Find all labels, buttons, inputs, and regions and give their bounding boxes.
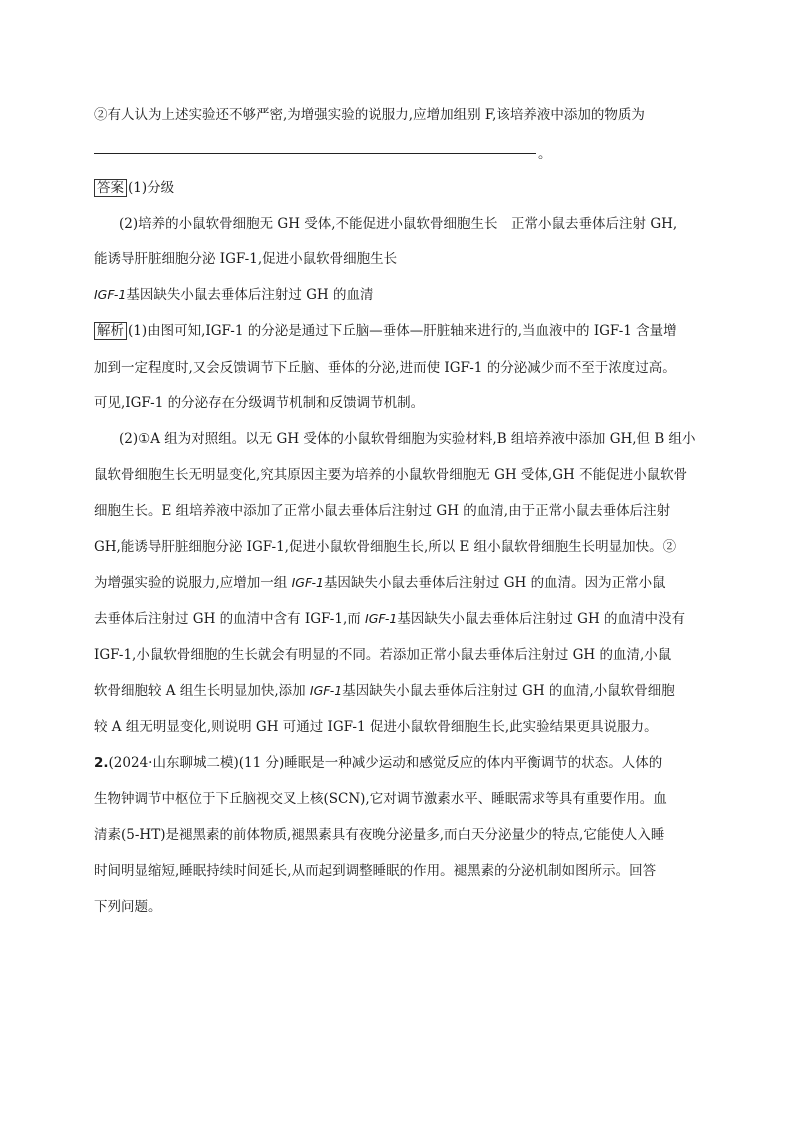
question-2-line-5: 下列问题。 — [94, 899, 162, 915]
answer-part-1: (1)分级 — [128, 180, 175, 196]
answer-part-3: 基因缺失小鼠去垂体后注射过 GH 的血清 — [126, 287, 374, 303]
question-2-line-3: 清素(5-HT)是褪黑素的前体物质,褪黑素具有夜晚分泌量多,而白天分泌量少的特点,它能使人入睡 — [94, 827, 665, 843]
question-2-line-2: 生物钟调节中枢位于下丘脑视交叉上核(SCN),它对调节激素水平、睡眠需求等具有重要作用。血 — [94, 791, 667, 807]
analysis-line-12: 较 A 组无明显变化,则说明 GH 可通过 IGF-1 促进小鼠软骨细胞生长,此实验结果更具说服力。 — [94, 719, 658, 735]
question-text: (2024·山东聊城二模)(11 分)睡眠是一种减少运动和感觉反应的体内平衡调节的状态。人体的 — [108, 755, 663, 771]
analysis-line-2: 加到一定程度时,又会反馈调节下丘脑、垂体的分泌,进而使 IGF-1 的分泌减少而不至于浓度过高。 — [94, 360, 676, 376]
answer-label: 答案 — [94, 179, 127, 197]
question-number: 2. — [94, 755, 109, 771]
analysis-line-3: 可见,IGF-1 的分泌存在分级调节机制和反馈调节机制。 — [94, 395, 425, 411]
gene-name: IGF-1 — [365, 611, 398, 626]
gene-name: IGF-1 — [309, 683, 343, 698]
analysis-line-6: 细胞生长。E 组培养液中添加了正常小鼠去垂体后注射过 GH 的血清,由于正常小鼠去垂体后注射 — [94, 503, 671, 519]
prompt-line: ②有人认为上述实验还不够严密,为增强实验的说服力,应增加组别 F,该培养液中添加的物质为 — [94, 107, 645, 123]
analysis-line-10: IGF-1,小鼠软骨细胞的生长就会有明显的不同。若添加正常小鼠去垂体后注射过 GH 的血清,小鼠 — [94, 647, 672, 663]
analysis-text: (1)由图可知,IGF-1 的分泌是通过下丘脑—垂体—肝脏轴来进行的,当血液中的 IGF-1 含量增 — [128, 323, 677, 339]
analysis-line-9 — [94, 609, 685, 629]
analysis-text: 为增强实验的说服力,应增加一组 — [94, 575, 292, 591]
analysis-line-7: GH,能诱导肝脏细胞分泌 IGF-1,促进小鼠软骨细胞生长,所以 E 组小鼠软骨细胞生长明显加快。② — [94, 539, 677, 555]
analysis-text: 去垂体后注射过 GH 的血清中含有 IGF-1,而 — [94, 611, 366, 627]
answer-blank[interactable] — [94, 152, 536, 154]
analysis-label: 解析 — [94, 322, 127, 340]
answer-line-4 — [94, 285, 373, 305]
analysis-line-1 — [94, 321, 677, 341]
question-2-line-1 — [94, 753, 662, 773]
answer-line-2: (2)培养的小鼠软骨细胞无 GH 受体,不能促进小鼠软骨细胞生长 正常小鼠去垂体后注射 GH, — [119, 216, 678, 232]
analysis-text: 基因缺失小鼠去垂体后注射过 GH 的血清。因为正常小鼠 — [323, 575, 666, 591]
gene-name: IGF-1 — [94, 287, 127, 302]
analysis-line-11 — [94, 681, 675, 701]
analysis-line-4: (2)①A 组为对照组。以无 GH 受体的小鼠软骨细胞为实验材料,B 组培养液中添加 GH,但 B 组小 — [119, 431, 696, 447]
question-2-line-4: 时间明显缩短,睡眠持续时间延长,从而起到调整睡眠的作用。褪黑素的分泌机制如图所示。回答 — [94, 863, 657, 879]
answer-line-3: 能诱导肝脏细胞分泌 IGF-1,促进小鼠软骨细胞生长 — [94, 251, 398, 267]
analysis-text: 基因缺失小鼠去垂体后注射过 GH 的血清,小鼠软骨细胞 — [342, 683, 675, 699]
gene-name: IGF-1 — [291, 575, 324, 590]
analysis-line-5: 鼠软骨细胞生长无明显变化,究其原因主要为培养的小鼠软骨细胞无 GH 受体,GH 不能促进小鼠软骨 — [94, 467, 688, 483]
answer-line-1 — [94, 178, 174, 198]
blank-period: 。 — [538, 146, 552, 162]
analysis-line-8 — [94, 573, 666, 593]
analysis-text: 软骨细胞较 A 组生长明显加快,添加 — [94, 683, 310, 699]
analysis-text: 基因缺失小鼠去垂体后注射过 GH 的血清中没有 — [397, 611, 686, 627]
